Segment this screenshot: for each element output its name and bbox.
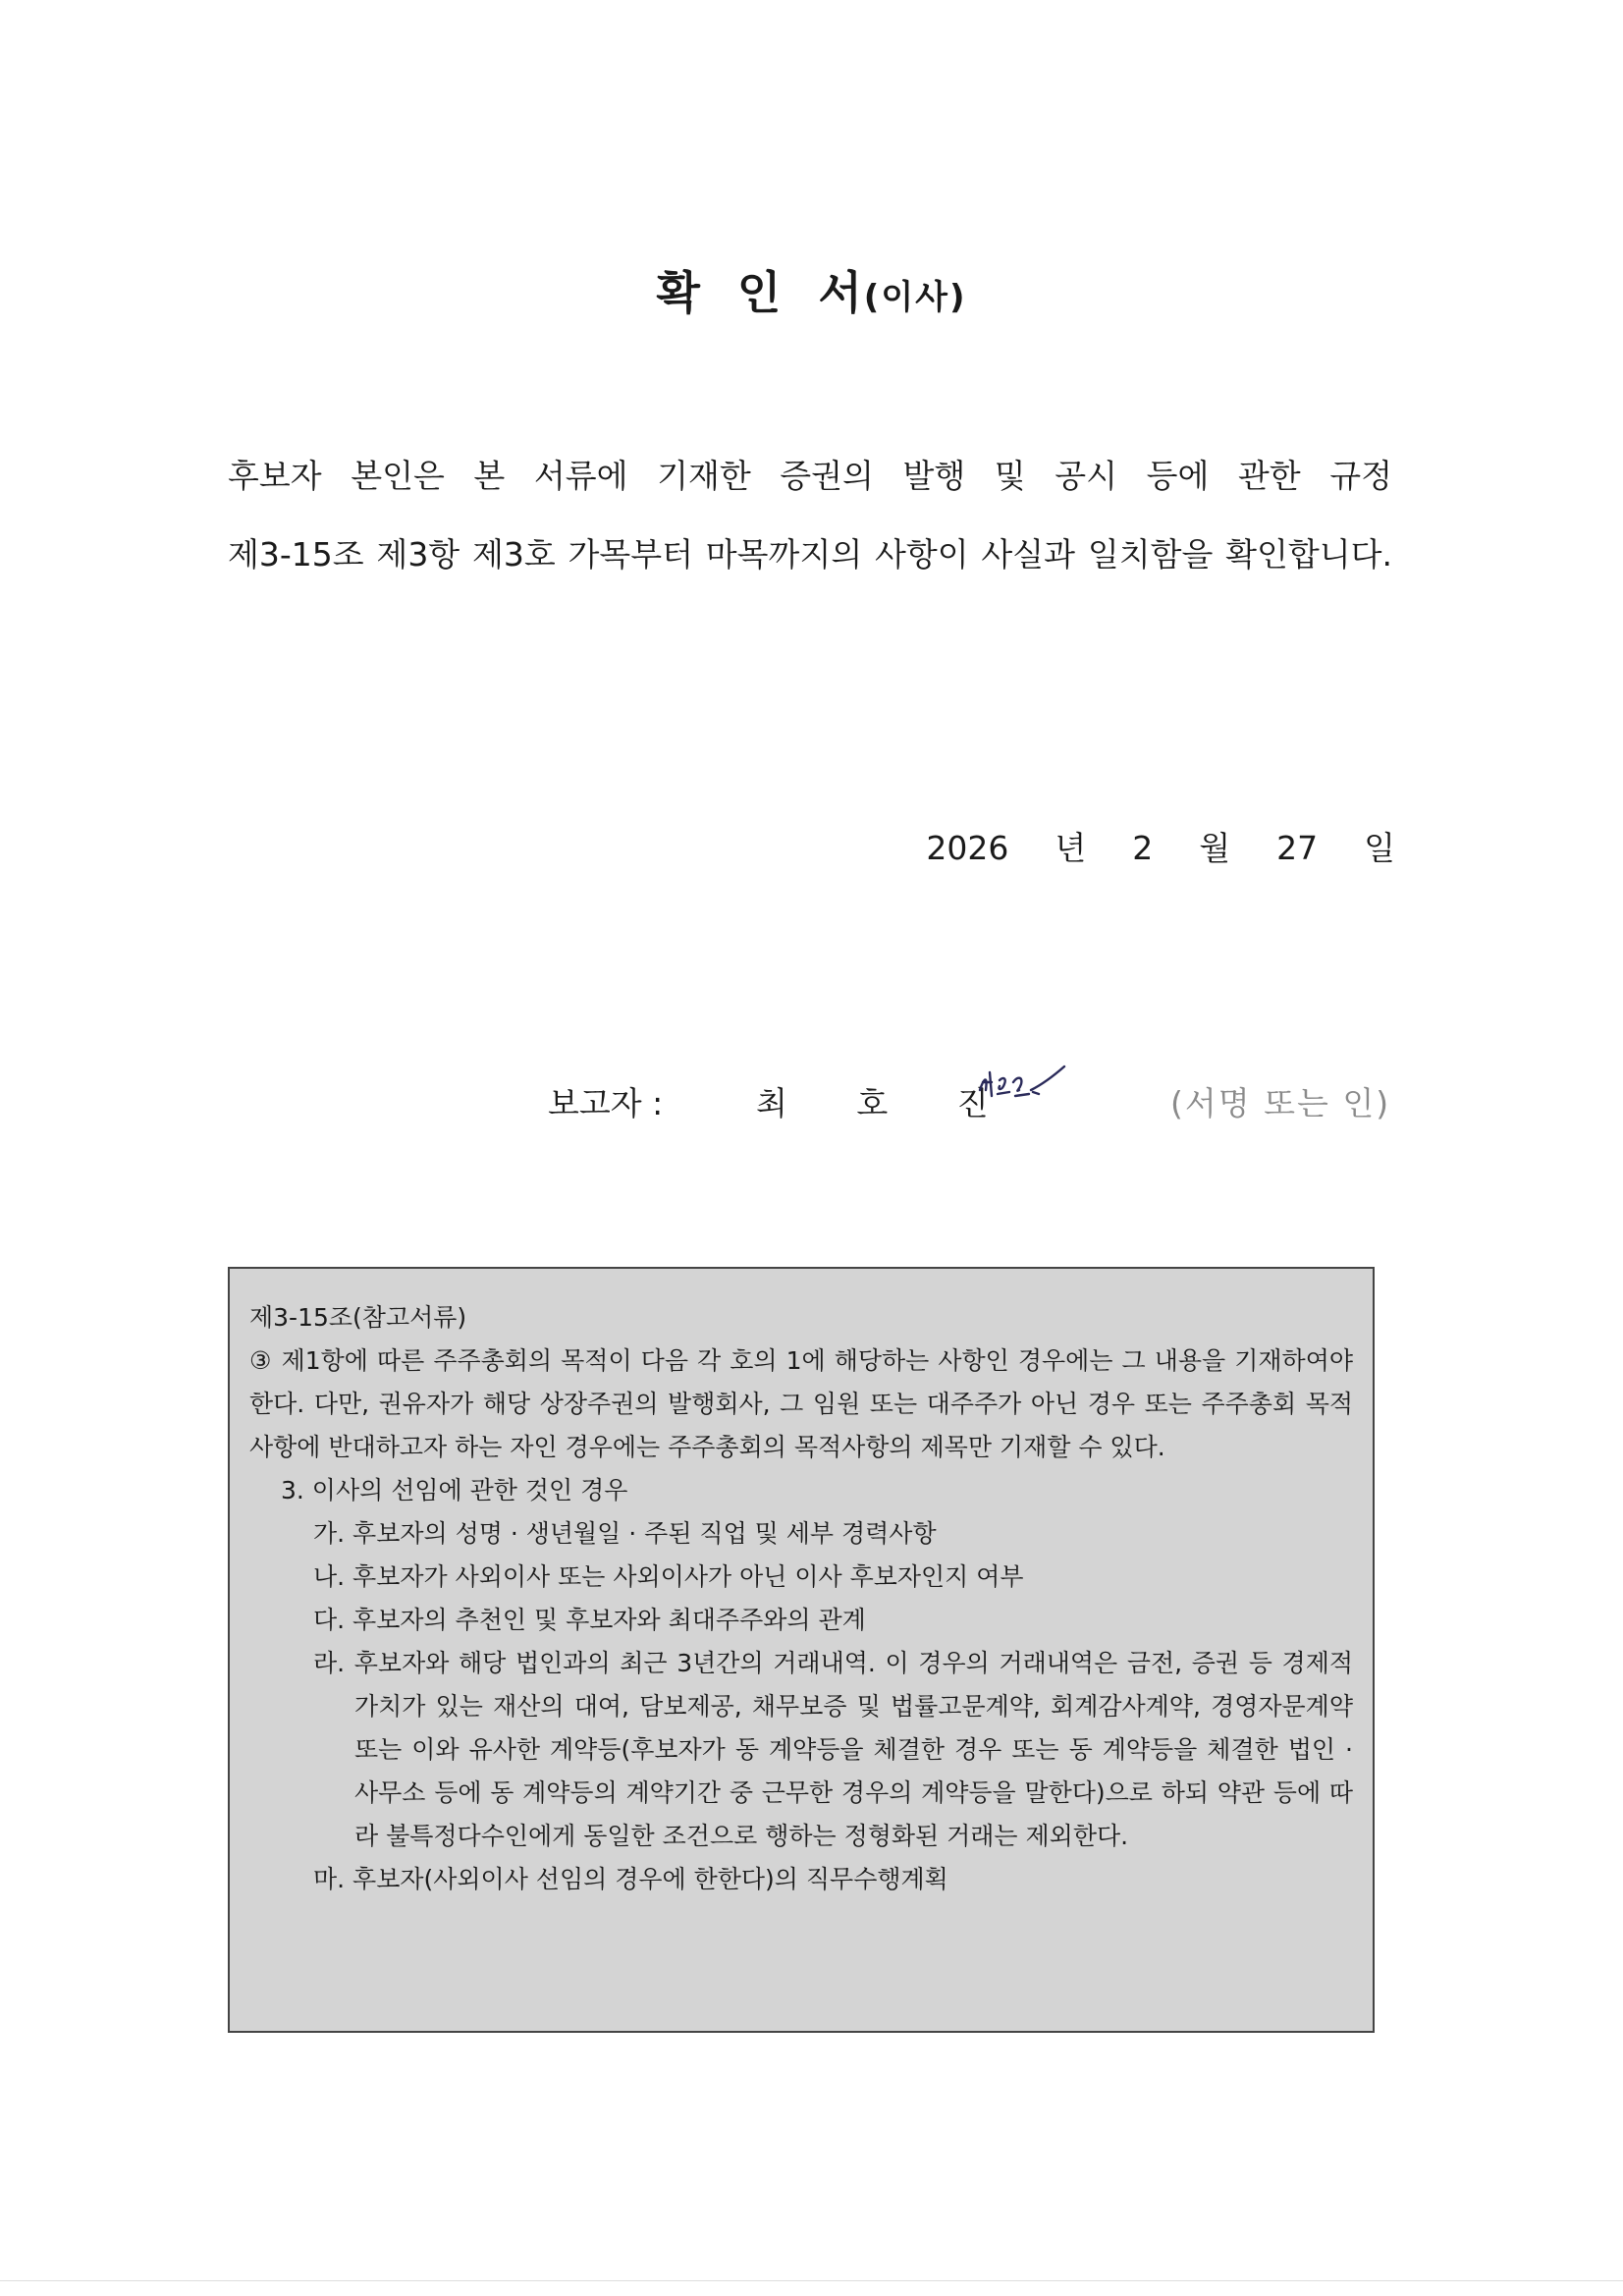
title-suffix: (이사) — [863, 278, 967, 317]
reference-box — [228, 1267, 1375, 2033]
scan-bottom-edge — [0, 2280, 1623, 2281]
reference-item-3: 3. 이사의 선임에 관한 것인 경우 — [281, 1476, 628, 1504]
date-line — [926, 823, 1395, 869]
date-month: 2 — [1132, 829, 1154, 867]
sub-item-ra: 라. 후보자와 해당 법인과의 최근 3년간의 거래내역. 이 경우의 거래내역은 금전, 증권 등 경제적 가치가 있는 재산의 대여, 담보제공, 채무보증 및 법률고문계약, 회계감사계약, 경영자문계약 또는 이와 유사한 계약등(후보자가 동 계약등을 체결한 경우 또는 동 계약등을 체결한 법인 · 사무소 등에 동 계약등의 계약기간 중 근무한 경우의 계약등을 말한다)으로 하되 약관 등에 따라 불특정다수인에게 동일한 조건으로 행하는 정형화된 거래는 제외한다. — [313, 1649, 1353, 1850]
reference-paragraph: ③ 제1항에 따른 주주총회의 목적이 다음 각 호의 1에 해당하는 사항인 경우에는 그 내용을 기재하여야 한다. 다만, 권유자가 해당 상장주권의 발행회사, 그 임원 또는 대주주가 아닌 경우 또는 주주총회 목적사항에 반대하고자 하는 자인 경우에는 주주총회의 목적사항의 제목만 기재할 수 있다. — [249, 1346, 1353, 1461]
statement-line-1: 후보자 본인은 본 서류에 기재한 증권의 발행 및 공시 등에 관한 규정 — [228, 457, 1392, 495]
reference-sub-list — [281, 1512, 1353, 1901]
date-day-unit: 일 — [1364, 829, 1395, 867]
sub-item-ma: 마. 후보자(사외이사 선임의 경우에 한한다)의 직무수행계획 — [313, 1865, 948, 1893]
statement-line-2: 제3-15조 제3항 제3호 가목부터 마목까지의 사항이 사실과 일치함을 확인합니다. — [228, 535, 1392, 574]
title-main: 확 인 서 — [656, 266, 864, 319]
reporter-name: 최 호 진 — [756, 1084, 1018, 1122]
date-year-unit: 년 — [1055, 829, 1087, 867]
reporter-row — [0, 1078, 1623, 1137]
date-year: 2026 — [926, 829, 1009, 867]
date-month-unit: 월 — [1199, 829, 1231, 867]
handwritten-signature — [974, 1061, 1082, 1110]
reference-heading: 제3-15조(참고서류) — [249, 1303, 467, 1332]
sign-or-seal-note: (서명 또는 인) — [1170, 1084, 1391, 1122]
date-day: 27 — [1276, 829, 1319, 867]
sub-item-ga: 가. 후보자의 성명 · 생년월일 · 주된 직업 및 세부 경력사항 — [313, 1519, 937, 1548]
sub-item-na: 나. 후보자가 사외이사 또는 사외이사가 아닌 이사 후보자인지 여부 — [313, 1562, 1024, 1591]
document-title — [0, 257, 1623, 322]
reporter-label: 보고자 : — [548, 1084, 664, 1122]
sub-item-da: 다. 후보자의 추천인 및 후보자와 최대주주와의 관계 — [313, 1606, 866, 1634]
